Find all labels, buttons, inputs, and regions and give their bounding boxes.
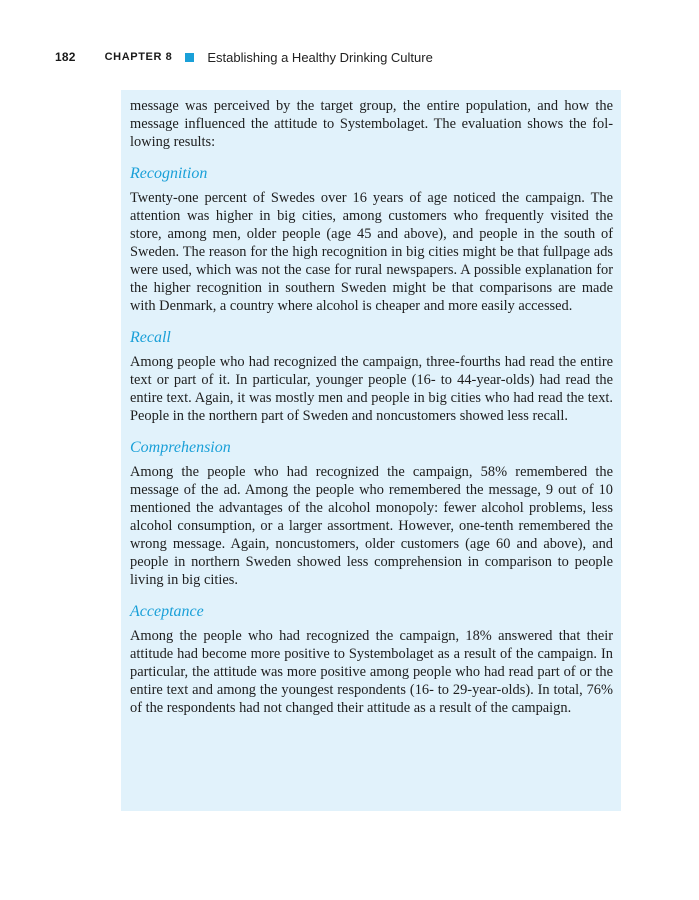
comprehension-paragraph: Among the people who had recognized the campaign, 58% remembered the message of the ad. Among the people who remembered the message, 9 out of 10 mentioned the advantages of the alcohol monopoly: fewer alcohol problems, less alcohol consumption, or a larger assortment. However, one-tenth remembered the wrong message. Again, noncustomers, older customers (age 60 and above), and people in northern Sweden showed less comprehension in comparison to people living in big cities. bbox=[130, 464, 613, 588]
square-bullet-icon bbox=[185, 53, 194, 62]
chapter-title: Establishing a Healthy Drinking Culture bbox=[207, 49, 433, 65]
running-header bbox=[55, 47, 433, 67]
chapter-label: CHAPTER 8 bbox=[104, 51, 173, 63]
recognition-heading: Recognition bbox=[130, 165, 208, 182]
intro-paragraph: message was perceived by the target group, the entire population, and how the message influenced the attitude to Systembolaget. The evaluation shows the following results: bbox=[130, 98, 613, 150]
recognition-paragraph: Twenty-one percent of Swedes over 16 years of age noticed the campaign. The attention was higher in big cities, among customers who frequently visited the store, among men, older people (age 45 and above), and people in the south of Sweden. The reason for the high recognition in big cities might be that fullpage ads were used, which was not the case for rural newspapers. A possible explanation for the higher recognition in southern Sweden might be that comparisons are made with Denmark, a country where alcohol is cheaper and more easily accessed. bbox=[130, 190, 613, 314]
acceptance-heading: Acceptance bbox=[130, 603, 204, 620]
recall-paragraph: Among people who had recognized the campaign, three-fourths had read the entire text or part of it. In particular, younger people (16- to 44-year-olds) had read the entire text. Again, it was mostly men and people in big cities who had read the text. People in the northern part of Sweden and noncustomers showed less recall. bbox=[130, 354, 613, 424]
page-number: 182 bbox=[55, 50, 76, 64]
comprehension-heading: Comprehension bbox=[130, 439, 231, 456]
box-content bbox=[130, 97, 613, 717]
acceptance-paragraph: Among the people who had recognized the campaign, 18% answered that their attitude had become more positive to Systembolaget as a result of the campaign. In particular, the attitude was more positive among people who had read part of or the entire text and among the youngest respondents (16- to 29-year-olds). In total, 76% of the respondents had not changed their attitude as a result of the campaign. bbox=[130, 628, 613, 716]
recall-heading: Recall bbox=[130, 329, 171, 346]
